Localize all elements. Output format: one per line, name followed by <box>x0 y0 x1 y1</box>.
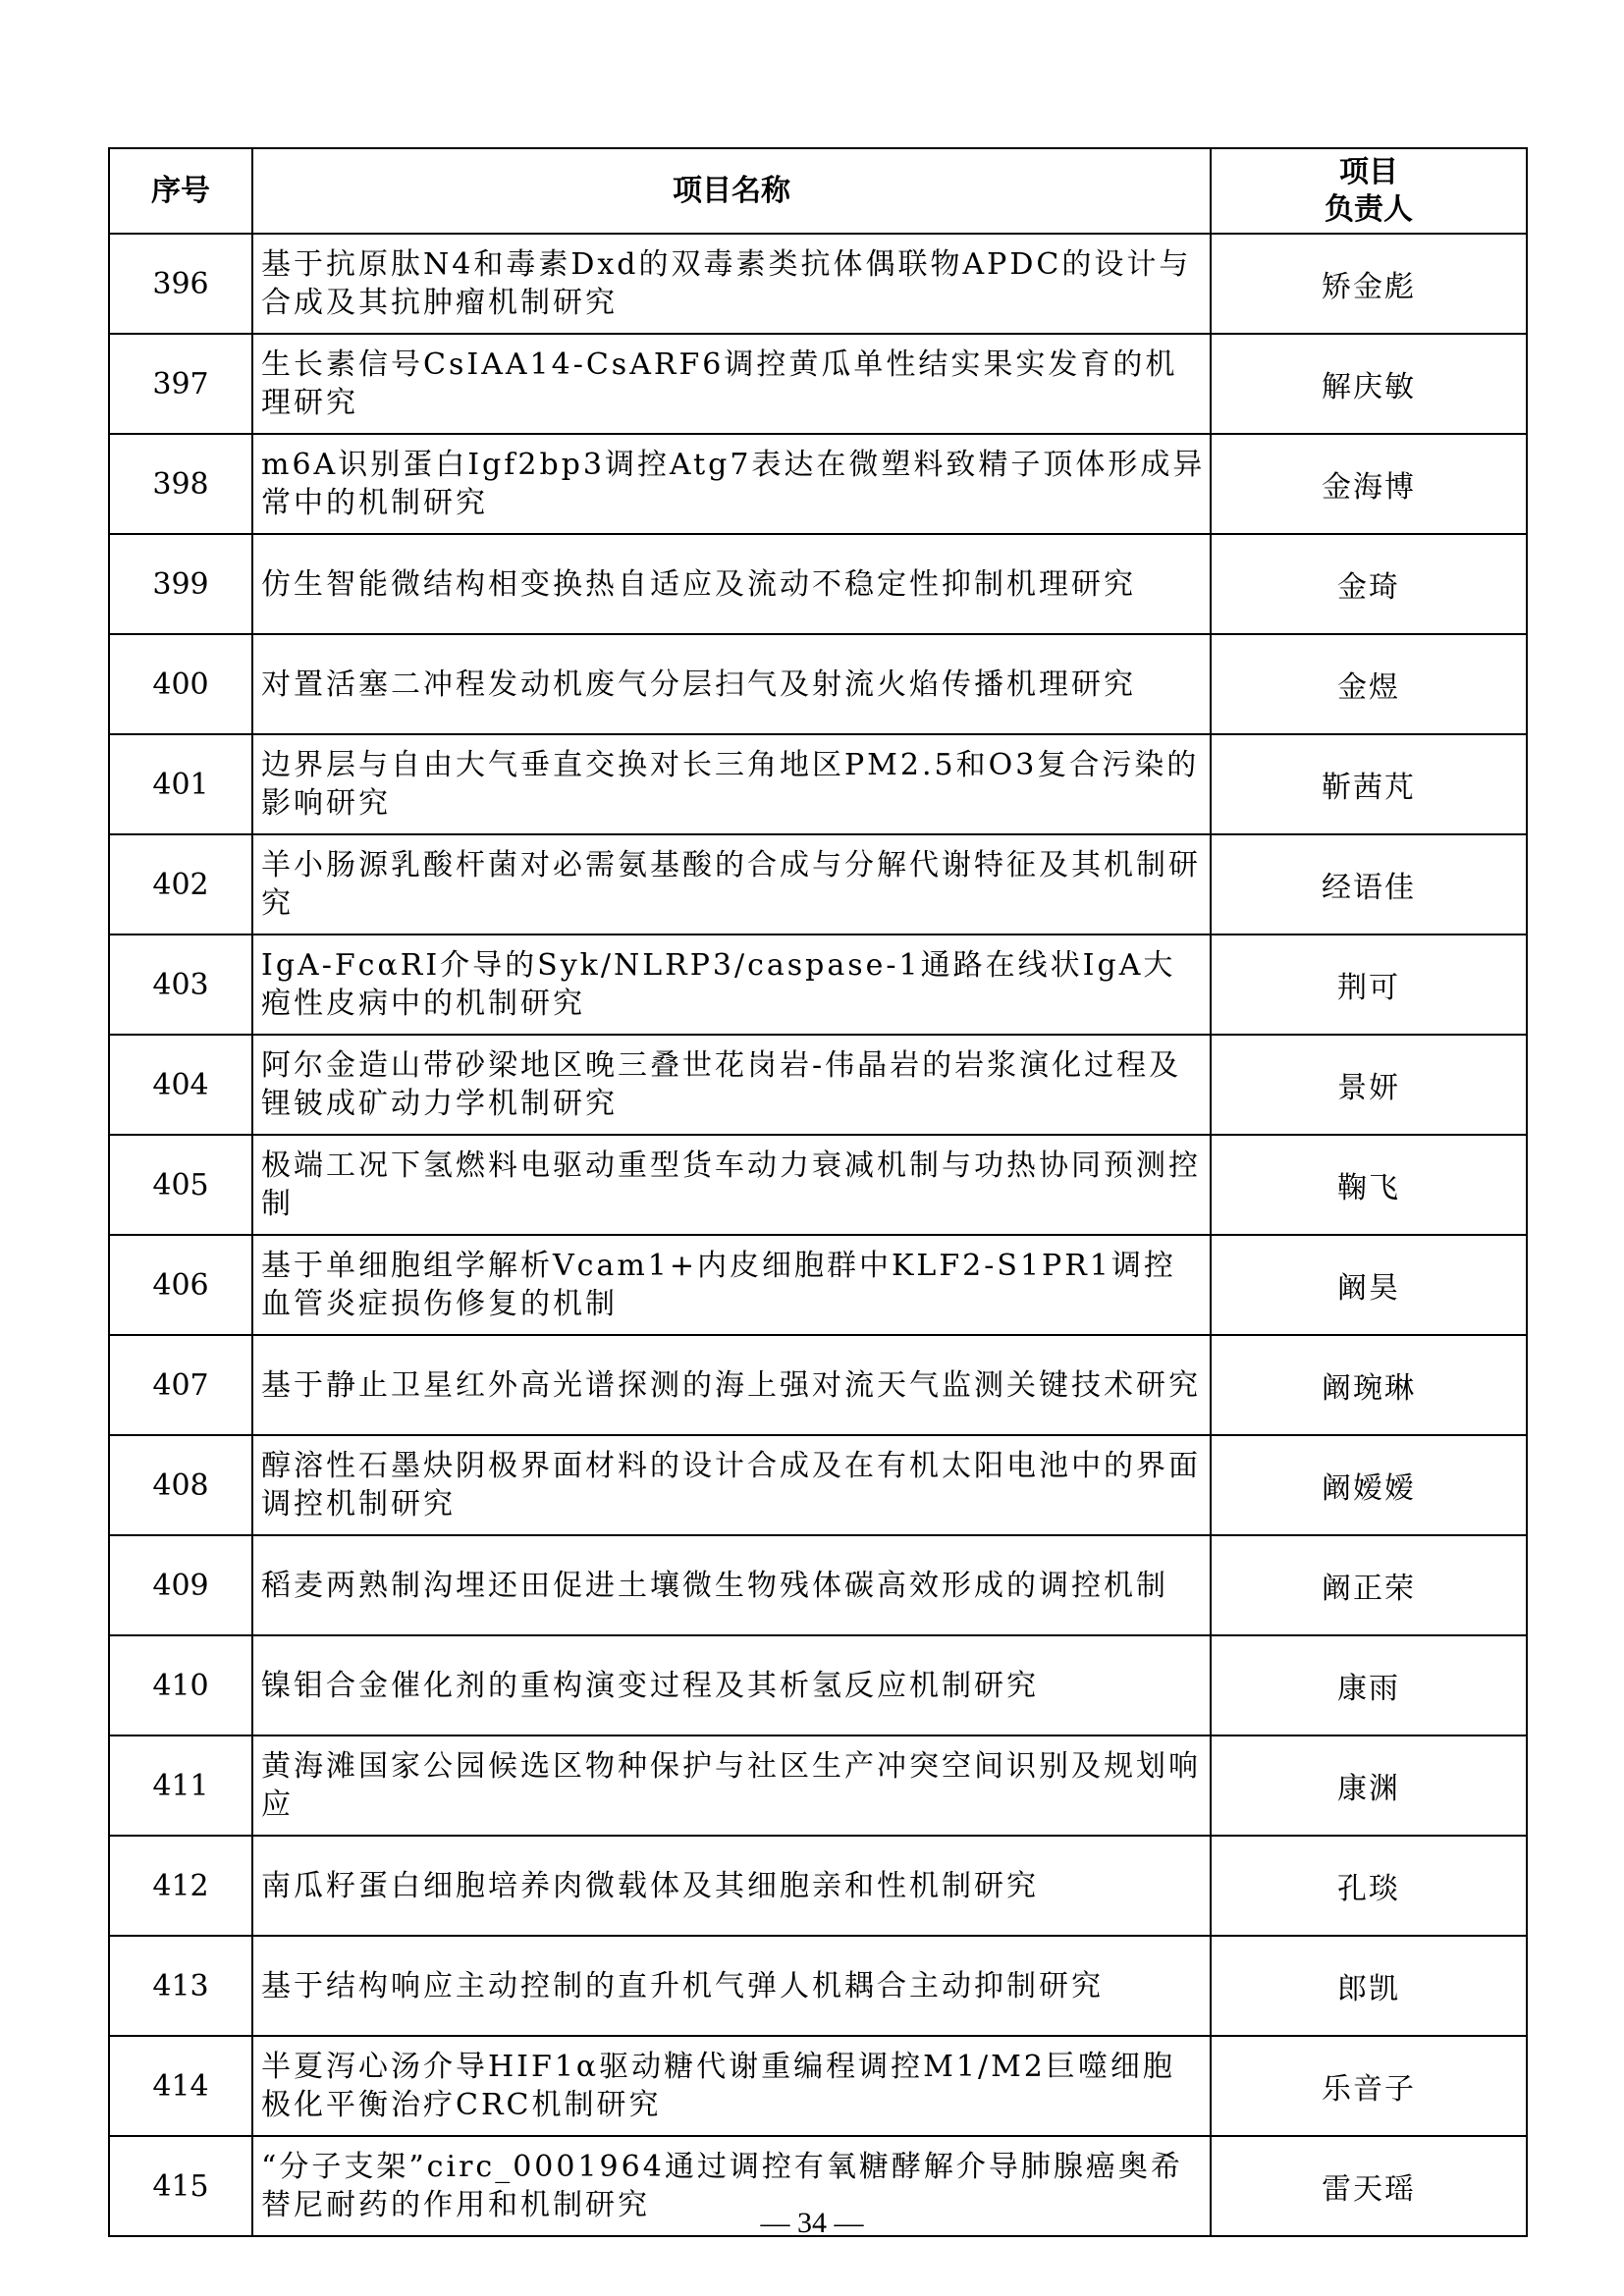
row-project-name: 基于结构响应主动控制的直升机气弹人机耦合主动抑制研究 <box>252 1936 1211 2036</box>
row-project-name: 镍钼合金催化剂的重构演变过程及其析氢反应机制研究 <box>252 1635 1211 1735</box>
table-row <box>109 1836 1527 1936</box>
row-person: 康渊 <box>1211 1735 1527 1836</box>
table-header-row <box>109 148 1527 234</box>
row-seq: 414 <box>109 2036 252 2136</box>
table-row <box>109 1435 1527 1535</box>
row-seq: 408 <box>109 1435 252 1535</box>
row-project-name: 半夏泻心汤介导HIF1α驱动糖代谢重编程调控M1/M2巨噬细胞极化平衡治疗CRC机制研究 <box>252 2036 1211 2136</box>
row-project-name: 南瓜籽蛋白细胞培养肉微载体及其细胞亲和性机制研究 <box>252 1836 1211 1936</box>
table-row <box>109 1035 1527 1135</box>
row-project-name: 仿生智能微结构相变换热自适应及流动不稳定性抑制机理研究 <box>252 534 1211 634</box>
row-project-name: 阿尔金造山带砂梁地区晚三叠世花岗岩-伟晶岩的岩浆演化过程及锂铍成矿动力学机制研究 <box>252 1035 1211 1135</box>
row-project-name: 黄海滩国家公园候选区物种保护与社区生产冲突空间识别及规划响应 <box>252 1735 1211 1836</box>
row-person: 阚昊 <box>1211 1235 1527 1335</box>
row-person: 解庆敏 <box>1211 334 1527 434</box>
row-seq: 397 <box>109 334 252 434</box>
row-seq: 413 <box>109 1936 252 2036</box>
page-number: — 34 — <box>760 2207 864 2239</box>
row-person: 阚嫒嫒 <box>1211 1435 1527 1535</box>
table-row <box>109 334 1527 434</box>
table-row <box>109 434 1527 534</box>
table-row <box>109 1235 1527 1335</box>
table-row <box>109 1135 1527 1235</box>
table-row <box>109 1535 1527 1635</box>
row-project-name: 基于静止卫星红外高光谱探测的海上强对流天气监测关键技术研究 <box>252 1335 1211 1435</box>
row-project-name: IgA-FcαRI介导的Syk/NLRP3/caspase-1通路在线状IgA大疱性皮病中的机制研究 <box>252 934 1211 1035</box>
header-person-line1: 项目 <box>1339 155 1398 189</box>
header-name: 项目名称 <box>252 148 1211 234</box>
row-person: 雷天瑶 <box>1211 2136 1527 2236</box>
row-seq: 406 <box>109 1235 252 1335</box>
table-row <box>109 734 1527 834</box>
row-seq: 405 <box>109 1135 252 1235</box>
row-project-name: “分子支架”circ_0001964通过调控有氧糖酵解介导肺腺癌奥希替尼耐药的作用和机制研究 <box>252 2136 1211 2236</box>
header-person-line2: 负责人 <box>1325 191 1413 227</box>
row-project-name: 醇溶性石墨炔阴极界面材料的设计合成及在有机太阳电池中的界面调控机制研究 <box>252 1435 1211 1535</box>
row-seq: 400 <box>109 634 252 734</box>
row-person: 金煜 <box>1211 634 1527 734</box>
row-seq: 415 <box>109 2136 252 2236</box>
row-seq: 396 <box>109 234 252 334</box>
row-seq: 399 <box>109 534 252 634</box>
row-person: 金海博 <box>1211 434 1527 534</box>
row-person: 孔琰 <box>1211 1836 1527 1936</box>
table-row <box>109 834 1527 934</box>
row-seq: 410 <box>109 1635 252 1735</box>
header-seq: 序号 <box>109 148 252 234</box>
row-person: 郎凯 <box>1211 1936 1527 2036</box>
table-row <box>109 1335 1527 1435</box>
row-seq: 407 <box>109 1335 252 1435</box>
table-row <box>109 634 1527 734</box>
row-project-name: 边界层与自由大气垂直交换对长三角地区PM2.5和O3复合污染的影响研究 <box>252 734 1211 834</box>
row-seq: 402 <box>109 834 252 934</box>
row-project-name: 对置活塞二冲程发动机废气分层扫气及射流火焰传播机理研究 <box>252 634 1211 734</box>
row-project-name: 稻麦两熟制沟埋还田促进土壤微生物残体碳高效形成的调控机制 <box>252 1535 1211 1635</box>
row-seq: 412 <box>109 1836 252 1936</box>
header-person <box>1211 148 1527 234</box>
row-person: 矫金彪 <box>1211 234 1527 334</box>
table-row <box>109 1635 1527 1735</box>
row-person: 阚正荣 <box>1211 1535 1527 1635</box>
row-project-name: m6A识别蛋白Igf2bp3调控Atg7表达在微塑料致精子顶体形成异常中的机制研究 <box>252 434 1211 534</box>
row-seq: 401 <box>109 734 252 834</box>
row-person: 景妍 <box>1211 1035 1527 1135</box>
row-project-name: 生长素信号CsIAA14-CsARF6调控黄瓜单性结实果实发育的机理研究 <box>252 334 1211 434</box>
row-person: 金琦 <box>1211 534 1527 634</box>
table-row <box>109 1735 1527 1836</box>
table-row <box>109 934 1527 1035</box>
table-row <box>109 534 1527 634</box>
row-person: 康雨 <box>1211 1635 1527 1735</box>
table-row <box>109 2036 1527 2136</box>
row-project-name: 羊小肠源乳酸杆菌对必需氨基酸的合成与分解代谢特征及其机制研究 <box>252 834 1211 934</box>
row-project-name: 极端工况下氢燃料电驱动重型货车动力衰减机制与功热协同预测控制 <box>252 1135 1211 1235</box>
row-seq: 403 <box>109 934 252 1035</box>
row-person: 鞠飞 <box>1211 1135 1527 1235</box>
row-seq: 411 <box>109 1735 252 1836</box>
row-seq: 398 <box>109 434 252 534</box>
row-person: 经语佳 <box>1211 834 1527 934</box>
row-person: 阚琬琳 <box>1211 1335 1527 1435</box>
project-table <box>108 147 1528 2237</box>
table-row <box>109 234 1527 334</box>
row-project-name: 基于抗原肽N4和毒素Dxd的双毒素类抗体偶联物APDC的设计与合成及其抗肿瘤机制研究 <box>252 234 1211 334</box>
row-seq: 404 <box>109 1035 252 1135</box>
row-person: 靳茜芃 <box>1211 734 1527 834</box>
row-project-name: 基于单细胞组学解析Vcam1+内皮细胞群中KLF2-S1PR1调控血管炎症损伤修复的机制 <box>252 1235 1211 1335</box>
table-row <box>109 1936 1527 2036</box>
row-seq: 409 <box>109 1535 252 1635</box>
row-person: 乐音子 <box>1211 2036 1527 2136</box>
row-person: 荆可 <box>1211 934 1527 1035</box>
